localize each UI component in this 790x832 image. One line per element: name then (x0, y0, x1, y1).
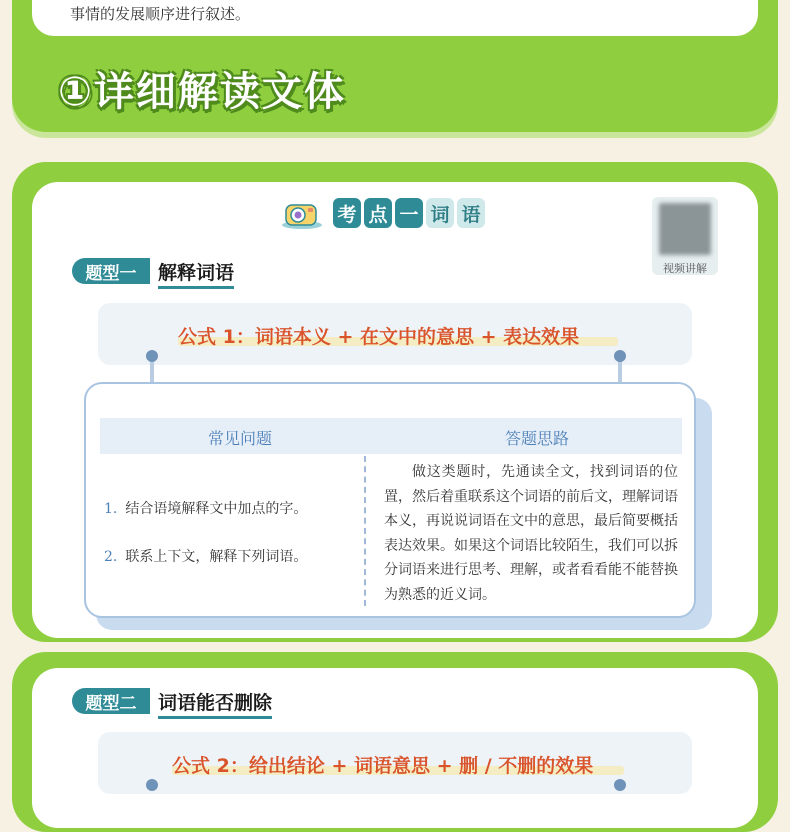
formula2-text: 公式 2：给出结论 + 词语意思 + 删 / 不删的效果 (172, 755, 594, 777)
pin-dot-right-top (614, 350, 626, 362)
type1-title: 解释词语 (158, 258, 234, 289)
type2-title: 词语能否删除 (158, 688, 272, 719)
type2-badge: 题型二 (72, 688, 150, 714)
heading-chip-1: 考 (333, 198, 361, 228)
formula1-text: 公式 1：词语本义 + 在文中的意思 + 表达效果 (178, 326, 580, 348)
heading-chip-3: 一 (395, 198, 423, 228)
pin-dot-right-lower (614, 779, 626, 791)
qr-label: 视频讲解 (663, 262, 707, 275)
table-header-row (100, 418, 682, 454)
type1-badge: 题型一 (72, 258, 150, 284)
heading-chip-5: 语 (457, 198, 485, 228)
section-title: ①详细解读文体 (58, 69, 346, 115)
table-divider (364, 456, 366, 606)
table-header-approach: 答题思路 (505, 429, 570, 448)
pin-dot-left-lower (146, 779, 158, 791)
camera-icon (280, 199, 324, 229)
question-item (104, 546, 307, 566)
question-item (104, 498, 307, 518)
question-text: 联系上下文，解释下列词语。 (125, 549, 308, 565)
qr-code-icon[interactable] (659, 203, 711, 255)
heading-chip-4: 词 (426, 198, 454, 228)
top-paragraph: 事情的发展顺序进行叙述。 (70, 5, 251, 23)
heading-chip-2: 点 (364, 198, 392, 228)
answer-approach-text: 做这类题时，先通读全文，找到词语的位置，然后着重联系这个词语的前后文，理解词语本义，再说说词语在文中的意思，最后简要概括表达效果。如果这个词语比较陌生，我们可以拆分词语来进行思考、理解，或者看看能不能替换为熟悉的近义词。 (384, 464, 678, 603)
question-text: 结合语境解释文中加点的字。 (125, 501, 308, 517)
question-number: 1. (104, 501, 118, 517)
table-header-questions: 常见问题 (208, 429, 273, 448)
pin-dot-left-top (146, 350, 158, 362)
question-number: 2. (104, 549, 118, 565)
